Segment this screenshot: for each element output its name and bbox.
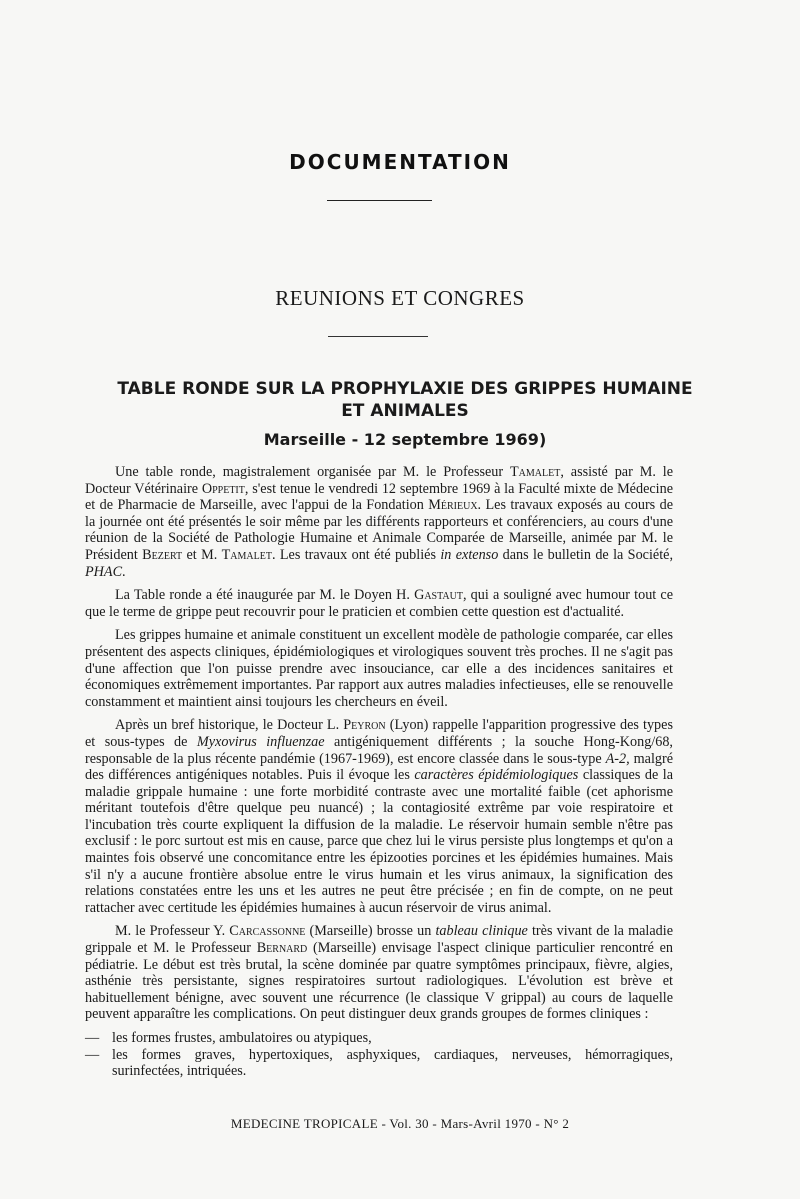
italic-term: PHAC [85, 563, 123, 580]
title-divider [327, 200, 432, 201]
p1-text-a: Une table ronde, magistralement organisée par M. le Professeur [115, 464, 511, 480]
paragraph-3: Les grippes humaine et animale constituent un excellent modèle de pathologie comparée, car elles présentent des aspects cliniques, épidémiologiques et virologiques souvent très proches. Il ne s'agit pas d'une affection que l'on puisse prendre avec insouciance, car elle a des incidences sanitaires et économiques extrêmement importantes. Par rapport aux autres maladies infectieuses, elle se renouvelle constamment et maintient ainsi toujours les chercheurs en éveil. [85, 627, 673, 710]
author-name: Peyron [343, 717, 386, 734]
article-body [85, 464, 673, 1080]
list-dash: — [85, 1030, 100, 1046]
p1-text-d: . Les travaux exposés au cours de la journée ont été présentés le soir même par les différents rapporteurs et conférenciers, au cours d'une réunion de la Société de Pathologie Humaine et Animale Comparée de Marseille, animée par M. le Président [85, 497, 673, 563]
italic-term: caractères épidémiologiques [414, 767, 579, 784]
article-title-line-2: ET ANIMALES [341, 401, 469, 421]
article-title [60, 378, 750, 422]
list-item [85, 1047, 673, 1080]
list-item-text: les formes graves, hypertoxiques, asphyxiques, cardiaques, nerveuses, hémorragiques, surinfectées, intriquées. [112, 1046, 673, 1080]
author-name: Tamalet [221, 546, 272, 563]
author-name: Carcassonne [229, 923, 306, 940]
p5-text-c: très vivant de la maladie grippale et M. le Professeur [85, 923, 673, 957]
paragraph-4 [85, 717, 673, 916]
p5-text-d: (Marseille) envisage l'aspect clinique particulier rencontré en pédiatrie. Le début est très brutal, la scène dominée par quatre symptômes principaux, fièvre, algies, asthénie très persistante, signes respiratoires surtout radiologiques. L'évolution est brève et habituellement bénigne, avec souvent une récurrence (le classique V grippal) au cours de laquelle peuvent apparaître les complications. On peut distinguer deux grands groupes de formes cliniques : [85, 940, 673, 1023]
list-item [85, 1030, 673, 1047]
p1-text-f: . Les travaux ont été publiés [271, 546, 441, 563]
p1-text-g: dans le bulletin de la Société, [498, 546, 673, 563]
p2-text-b: , qui a souligné avec humour tout ce que le terme de grippe peut recouvrir pour le praticien et combien cette question est d'actualité. [85, 587, 673, 620]
foundation-name: Mérieux [428, 497, 478, 514]
paragraph-5 [85, 923, 673, 1023]
section-title: DOCUMENTATION [289, 150, 511, 174]
paragraph-2 [85, 587, 673, 620]
italic-term: Myxovirus influenzae [196, 733, 325, 750]
italic-term: A-2, [605, 750, 630, 767]
p4-text-a: Après un bref historique, le Docteur L. [115, 717, 344, 734]
p4-text-c: antigéniquement différents ; la souche Hong-Kong/68, responsable de la plus récente pandémie (1967-1969), est encore classée dans le sous-type [85, 733, 673, 767]
subsection-divider [328, 336, 428, 337]
p1-text-c: , s'est tenue le vendredi 12 septembre 1969 à la Faculté mixte de Médecine et de Pharmacie de Marseille, avec l'appui de la Fondation [85, 480, 673, 514]
p1-text-h: . [122, 563, 126, 580]
p1-text-e: et M. [182, 546, 222, 563]
p1-text-b: , assisté par M. le Docteur Vétérinaire [85, 464, 673, 497]
p4-text-b: (Lyon) rappelle l'apparition progressive des types et sous-types de [85, 717, 673, 750]
article-subtitle: Marseille - 12 septembre 1969) [263, 430, 547, 449]
p5-text-b: (Marseille) brosse un [305, 923, 436, 940]
italic-term: tableau clinique [435, 923, 528, 940]
page-footer: MEDECINE TROPICALE - Vol. 30 - Mars-Avril 1970 - N° 2 [230, 1116, 570, 1131]
p4-text-d: malgré des différences antigéniques notables. Puis il évoque les [85, 750, 674, 784]
author-name: Gastaut [414, 587, 463, 604]
clinical-forms-list [85, 1030, 673, 1080]
article-title-line-1: TABLE RONDE SUR LA PROPHYLAXIE DES GRIPPES HUMAINE [117, 379, 693, 399]
list-dash: — [85, 1046, 100, 1063]
list-item-text: les formes frustes, ambulatoires ou atypiques, [112, 1030, 372, 1046]
p5-text-a: M. le Professeur Y. [115, 923, 230, 940]
subsection-title: REUNIONS ET CONGRES [275, 286, 525, 310]
author-name: Tamalet [510, 464, 561, 480]
author-name: Oppetit [201, 480, 245, 497]
italic-term: in extenso [440, 546, 499, 563]
paragraph-1 [85, 464, 673, 580]
author-name: Bezert [142, 546, 183, 563]
author-name: Bernard [256, 940, 308, 957]
p4-text-e: classiques de la maladie grippale humaine : une forte morbidité contraste avec une mortalité faible (cet aphorisme méritant toutefois d'être quelque peu nuancé) ; la contagiosité extrême par voie respiratoire et l'incubation très courte expliquent la diffusion de la maladie. Le réservoir humain semble n'être pas exclusif : le porc surtout est mis en cause, parce que chez lui le virus persiste plus longtemps et qu'on a maintes fois observé une concomitance entre les épizooties porcines et les épidémies humaines. Mais s'il n'y a aucune frontière absolue entre le virus humain et les virus animaux, la signification des relations constatées entre les uns et les autres ne peut être précisée ; en fin de compte, on ne peut rattacher avec certitude les épidémies humaines à aucun réservoir de virus animal. [85, 767, 674, 916]
p2-text-a: La Table ronde a été inaugurée par M. le Doyen H. [115, 587, 415, 604]
